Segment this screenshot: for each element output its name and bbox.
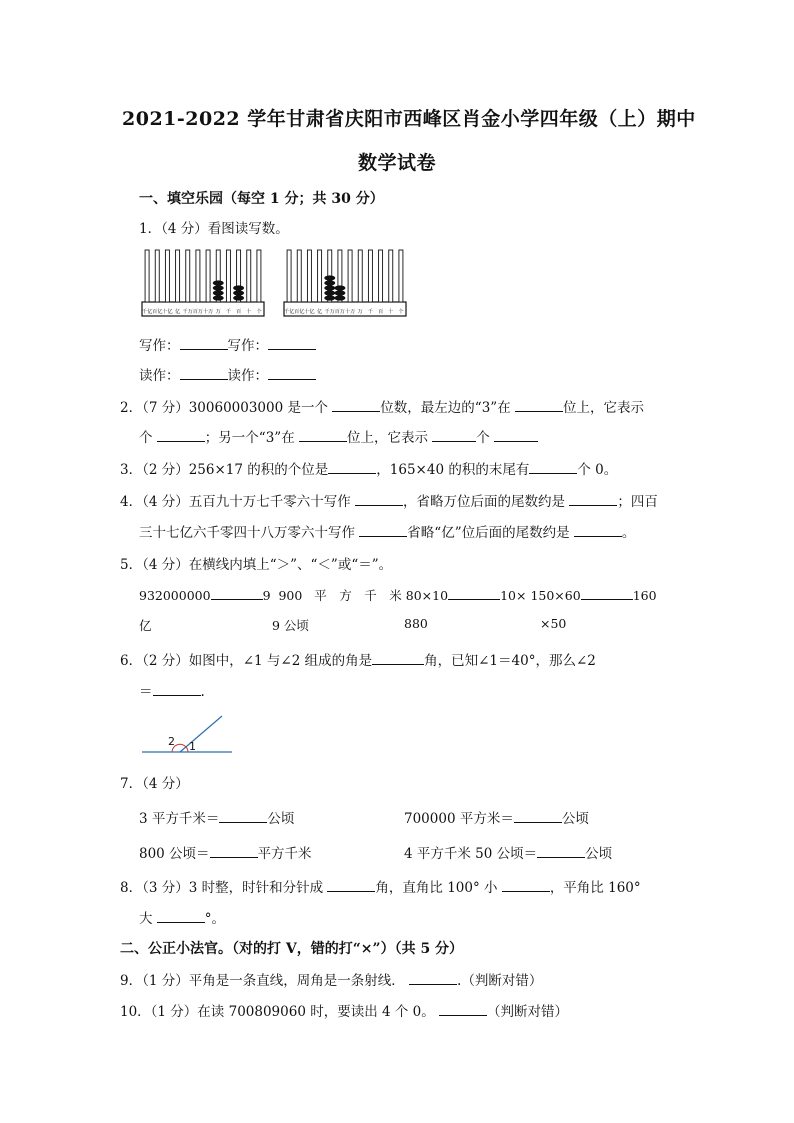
q2-text: 位上，它表示 xyxy=(563,400,644,416)
question-8-line-1 xyxy=(120,876,641,896)
abacus-bead xyxy=(213,295,224,300)
answer-blank[interactable] xyxy=(211,585,263,600)
answer-blank[interactable] xyxy=(581,585,633,600)
answer-blank[interactable] xyxy=(372,650,424,665)
answer-blank[interactable] xyxy=(268,365,316,380)
angle-label-1: 1 xyxy=(189,740,196,753)
q3-text: 个 0。 xyxy=(577,462,618,478)
abacus-rod xyxy=(176,250,180,302)
answer-blank[interactable] xyxy=(157,908,205,923)
q5-text: 10× xyxy=(500,588,527,603)
abacus-rod xyxy=(318,250,322,302)
q7-row-1-left xyxy=(139,807,294,827)
q2-text: 位上，它表示 xyxy=(347,430,428,446)
abacus-place-label: 千 xyxy=(367,309,374,315)
abacus-place-label: 亿 xyxy=(174,309,181,315)
abacus-rod xyxy=(145,250,149,302)
abacus-place-label: 十 xyxy=(246,309,252,315)
abacus-bead xyxy=(213,285,224,290)
abacus-place-label: 千万 xyxy=(324,309,335,315)
q10-text: 10．（1 分）在读 700809060 时，要读出 4 个 0。 xyxy=(120,1004,435,1020)
answer-blank[interactable] xyxy=(328,459,376,474)
q4-text: ；四百 xyxy=(617,494,658,510)
abacus-bead xyxy=(324,290,335,295)
abacus-bead xyxy=(213,280,224,285)
angle-label-2: 2 xyxy=(168,735,175,748)
answer-blank[interactable] xyxy=(569,491,617,506)
q6-text: 6．（2 分）如图中，∠1 与∠2 组成的角是 xyxy=(120,653,373,669)
question-4-line-1 xyxy=(120,490,658,510)
abacus-rod xyxy=(368,250,372,302)
q2-text: ；另一个“3”在 xyxy=(204,430,295,446)
q9-text: 9．（1 分）平角是一条直线，周角是一条射线． xyxy=(120,973,405,989)
q1-read-row xyxy=(139,364,316,384)
question-5: 5．（4 分）在横线内填上“＞”、“＜”或“＝”。 xyxy=(120,557,393,573)
abacus-figure xyxy=(140,244,410,322)
abacus-rod xyxy=(287,250,291,302)
answer-blank[interactable] xyxy=(515,397,563,412)
answer-blank[interactable] xyxy=(529,459,577,474)
abacus-place-label: 百亿 xyxy=(152,309,163,315)
q4-text: 4．（4 分）五百九十万七千零六十写作 xyxy=(120,494,351,510)
abacus-place-label: 十亿 xyxy=(304,309,315,315)
answer-blank[interactable] xyxy=(514,808,562,823)
q7-text: 公顷 xyxy=(585,846,613,862)
answer-blank[interactable] xyxy=(537,843,585,858)
q1-write-label-1: 写作： xyxy=(139,338,180,354)
abacus-rod xyxy=(358,250,362,302)
q7-row-2-right xyxy=(404,842,612,862)
abacus-place-label: 千亿 xyxy=(283,309,295,315)
abacus-rod xyxy=(307,250,311,302)
abacus-rod xyxy=(206,250,210,302)
q3-text: ，165×40 的积的末尾有 xyxy=(376,462,530,478)
abacus-rod xyxy=(165,250,169,302)
abacus-rod xyxy=(348,250,352,302)
q8-text: °。 xyxy=(204,911,226,927)
abacus-place-label: 万 xyxy=(357,309,363,315)
q2-text: 2．（7 分）30060003000 是一个 xyxy=(120,400,328,416)
answer-blank[interactable] xyxy=(180,335,228,350)
question-3 xyxy=(120,458,617,478)
q7-text: 公顷 xyxy=(267,811,295,827)
answer-blank[interactable] xyxy=(332,397,380,412)
question-4-line-2 xyxy=(139,521,635,541)
question-2-line-1 xyxy=(120,396,644,416)
answer-blank[interactable] xyxy=(268,335,316,350)
abacus-bead xyxy=(324,295,335,300)
q7-text: 700000 平方米＝ xyxy=(404,811,514,827)
q2-text: 个 xyxy=(476,430,490,446)
abacus-place-label: 百 xyxy=(235,309,242,315)
q5-text: 900 xyxy=(278,588,303,603)
question-6-line-2 xyxy=(139,680,205,700)
q6-text: 角，已知∠1＝40°，那么∠2 xyxy=(424,653,596,669)
abacus-left xyxy=(142,250,264,316)
abacus-bead xyxy=(334,295,345,300)
q5-cont-3: 880 xyxy=(404,616,428,631)
abacus-place-label: 个 xyxy=(256,309,262,315)
answer-blank[interactable] xyxy=(180,365,228,380)
q8-text: 角，直角比 100° 小 xyxy=(375,880,498,896)
question-2-line-2 xyxy=(139,426,538,446)
q6-text: ＝ xyxy=(139,684,153,700)
page-subtitle: 数学试卷 xyxy=(358,152,437,174)
abacus-place-label: 个 xyxy=(398,309,404,315)
abacus-rod xyxy=(257,250,261,302)
abacus-bead xyxy=(334,290,345,295)
q10-text: （判断对错） xyxy=(487,1004,569,1020)
answer-blank[interactable] xyxy=(219,808,267,823)
abacus-rod xyxy=(389,250,393,302)
question-7: 7．（4 分） xyxy=(120,776,189,792)
abacus-rod xyxy=(226,250,230,302)
angle-figure xyxy=(140,710,240,758)
answer-blank[interactable] xyxy=(359,522,407,537)
abacus-place-label: 百万 xyxy=(192,309,204,315)
abacus-place-label: 千亿 xyxy=(141,309,153,315)
q4-text: 。 xyxy=(621,525,636,541)
answer-blank[interactable] xyxy=(153,681,201,696)
abacus-rod xyxy=(399,250,403,302)
answer-blank[interactable] xyxy=(299,427,347,442)
abacus-rod xyxy=(155,250,159,302)
answer-blank[interactable] xyxy=(327,877,375,892)
q2-text: 个 xyxy=(139,430,153,446)
angle-1-arc xyxy=(186,747,188,752)
question-9 xyxy=(120,969,542,989)
q1-read-label-2: 读作： xyxy=(227,368,268,384)
q5-cont-1: 亿 xyxy=(139,618,152,633)
question-1: 1．（4 分）看图读写数。 xyxy=(139,221,289,237)
q7-row-1-right xyxy=(404,807,589,827)
q8-text: 8．（3 分）3 时整，时针和分针成 xyxy=(120,880,324,896)
abacus-place-label: 十 xyxy=(388,309,394,315)
q1-write-row xyxy=(139,334,316,354)
abacus-bead xyxy=(233,295,244,300)
abacus-bead xyxy=(233,285,244,290)
question-8-line-2 xyxy=(139,907,225,927)
q5-text: 平 方 千 米 xyxy=(314,588,402,603)
q5-row-1 xyxy=(139,585,657,604)
abacus-rod xyxy=(196,250,200,302)
abacus-rod xyxy=(297,250,301,302)
abacus-place-label: 亿 xyxy=(316,309,323,315)
abacus-rod xyxy=(247,250,251,302)
q8-text: ，平角比 160° xyxy=(549,880,641,896)
abacus-place-label: 十万 xyxy=(202,309,214,315)
q4-text: ，省略万位后面的尾数约是 xyxy=(403,494,566,510)
q2-text: 位数，最左边的“3”在 xyxy=(380,400,511,416)
q5-cont-4: ×50 xyxy=(540,616,567,631)
q7-text: 800 公顷＝ xyxy=(139,846,210,862)
answer-blank[interactable] xyxy=(355,491,403,506)
q5-text: 160 xyxy=(632,588,657,603)
abacus-place-label: 千 xyxy=(225,309,232,315)
answer-blank[interactable] xyxy=(448,585,500,600)
abacus-bead xyxy=(324,285,335,290)
abacus-bead xyxy=(324,280,335,285)
q5-text: 80×10 xyxy=(405,588,449,603)
q9-text: .（判断对错） xyxy=(457,973,543,989)
question-10 xyxy=(120,1000,568,1020)
q7-text: 4 平方千米 50 公顷＝ xyxy=(404,846,538,862)
abacus-bead xyxy=(334,285,345,290)
q4-text: 省略“亿”位后面的尾数约是 xyxy=(407,525,570,541)
answer-blank[interactable] xyxy=(432,427,476,442)
q5-text: 932000000 xyxy=(139,588,211,603)
q6-text: . xyxy=(200,684,205,700)
q5-text: 9 xyxy=(262,588,271,603)
abacus-place-label: 百万 xyxy=(334,309,346,315)
q7-text: 公顷 xyxy=(561,811,589,827)
abacus-bead xyxy=(213,290,224,295)
abacus-bead xyxy=(233,290,244,295)
q7-text: 平方千米 xyxy=(257,846,312,862)
question-6-line-1 xyxy=(120,649,596,669)
q1-read-label-1: 读作： xyxy=(139,368,180,384)
abacus-rod xyxy=(379,250,383,302)
q7-text: 3 平方千米＝ xyxy=(139,811,220,827)
answer-blank[interactable] xyxy=(574,522,622,537)
answer-blank[interactable] xyxy=(439,1001,487,1016)
answer-blank[interactable] xyxy=(157,427,205,442)
answer-blank[interactable] xyxy=(409,970,457,985)
abacus-place-label: 十万 xyxy=(344,309,356,315)
section-heading-2: 二、公正小法官。（对的打 V，错的打“×”）（共 5 分） xyxy=(120,941,464,957)
abacus-place-label: 百亿 xyxy=(294,309,305,315)
answer-blank[interactable] xyxy=(502,877,550,892)
abacus-rod xyxy=(186,250,190,302)
abacus-bead xyxy=(324,275,335,280)
q8-text: 大 xyxy=(139,911,153,927)
section-heading-1: 一、填空乐园（每空 1 分；共 30 分） xyxy=(139,191,384,207)
q3-text: 3．（2 分）256×17 的积的个位是 xyxy=(120,462,329,478)
abacus-place-label: 万 xyxy=(215,309,221,315)
q1-write-label-2: 写作： xyxy=(227,338,268,354)
page-title: 2021-2022 学年甘肃省庆阳市西峰区肖金小学四年级（上）期中 xyxy=(122,108,696,130)
abacus-place-label: 百 xyxy=(377,309,384,315)
q5-cont-2: 9 公顷 xyxy=(272,618,309,633)
abacus-right xyxy=(284,250,406,316)
q4-text: 三十七亿六千零四十八万零六十写作 xyxy=(139,525,355,541)
q5-text: 150×60 xyxy=(530,588,581,603)
abacus-place-label: 十亿 xyxy=(162,309,173,315)
answer-blank[interactable] xyxy=(494,427,538,442)
abacus-place-label: 千万 xyxy=(182,309,193,315)
q7-row-2-left xyxy=(139,842,312,862)
answer-blank[interactable] xyxy=(210,843,258,858)
